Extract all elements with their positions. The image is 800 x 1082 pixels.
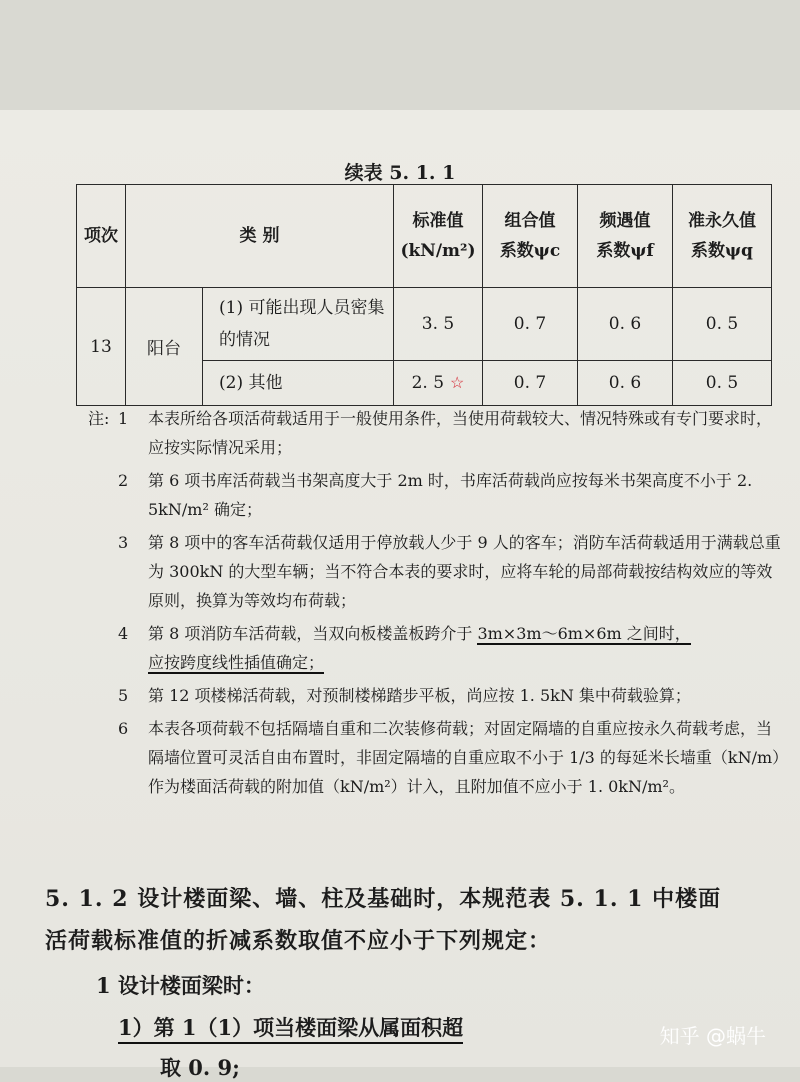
cell-item-no: 13 xyxy=(77,288,126,406)
cell-subcategory: (2) 其他 xyxy=(203,361,394,406)
table-caption: 续表 5. 1. 1 xyxy=(344,162,456,184)
header-permanent: 准永久值 系数ψq xyxy=(673,185,772,288)
note-6: 6 本表各项荷载不包括隔墙自重和二次装修荷载；对固定隔墙的自重应按永久荷载考虑，当隔墙位置可灵活自由布置时，非固定隔墙的自重应取不小于 1/3 的每延米长墙重（kN/m）作为楼面活荷载的附加值（kN/m²）计入，且附加值不应小于 1. 0kN/m²。 xyxy=(118,719,781,796)
section-heading: 5. 1. 2 设计楼面梁、墙、柱及基础时，本规范表 5. 1. 1 中楼面 xyxy=(45,886,722,912)
header-standard: 标准值 (kN/m²) xyxy=(394,185,483,288)
cell-frequent: 0. 6 xyxy=(578,361,673,406)
watermark: 知乎 @蜗牛 xyxy=(659,1024,766,1048)
subsection-heading: 1 设计楼面梁时： xyxy=(96,973,265,998)
note-5: 5 第 12 项楼梯活荷载，对预制楼梯踏步平板，尚应按 1. 5kN 集中荷载验算； xyxy=(118,686,691,705)
cell-combination: 0. 7 xyxy=(483,361,578,406)
section-text: 活荷载标准值的折减系数取值不应小于下列规定： xyxy=(45,928,552,954)
cell-frequent: 0. 6 xyxy=(578,288,673,361)
cell-category: 阳台 xyxy=(126,288,203,406)
notes-block xyxy=(88,404,786,805)
cell-standard: 3. 5 xyxy=(394,288,483,361)
subsection-item: 1）第 1（1）项当楼面梁从属面积超 xyxy=(118,1012,463,1044)
underlined-text: 应按跨度线性插值确定； xyxy=(148,653,325,672)
cell-standard: 2. 5 ☆ xyxy=(394,361,483,406)
note-4: 4 第 8 项消防车活荷载，当双向板楼盖板跨介于 3m×3m～6m×6m 之间时， 应按跨度线性插值确定； xyxy=(118,624,691,672)
cell-permanent: 0. 5 xyxy=(673,288,772,361)
underlined-text: 3m×3m～6m×6m 之间时， xyxy=(477,624,691,643)
cell-permanent: 0. 5 xyxy=(673,361,772,406)
table-row xyxy=(77,288,772,361)
subsection-item-cut: 取 0. 9; xyxy=(160,1055,240,1080)
load-table xyxy=(76,184,772,406)
cell-subcategory: (1) 可能出现人员密集的情况 xyxy=(203,288,394,361)
cell-combination: 0. 7 xyxy=(483,288,578,361)
table-header-row xyxy=(77,185,772,288)
header-category: 类 别 xyxy=(126,185,394,288)
header-combination: 组合值 系数ψc xyxy=(483,185,578,288)
star-mark-icon: ☆ xyxy=(450,373,465,392)
note-1: 注: 1 本表所给各项活荷载适用于一般使用条件，当使用荷载较大、情况特殊或有专门要求时，应按实际情况采用； xyxy=(88,409,773,457)
header-item-no: 项次 xyxy=(77,185,126,288)
note-2: 2 第 6 项书库活荷载当书架高度大于 2m 时，书库活荷载尚应按每米书架高度不小于 2. 5kN/m² 确定； xyxy=(118,471,753,519)
note-3: 3 第 8 项中的客车活荷载仅适用于停放载人少于 9 人的客车；消防车活荷载适用于满载总重为 300kN 的大型车辆；当不符合本表的要求时，应将车轮的局部荷载按结构效应的等效原则，换算为等效均布荷载； xyxy=(118,533,781,610)
header-frequent: 频遇值 系数ψf xyxy=(578,185,673,288)
